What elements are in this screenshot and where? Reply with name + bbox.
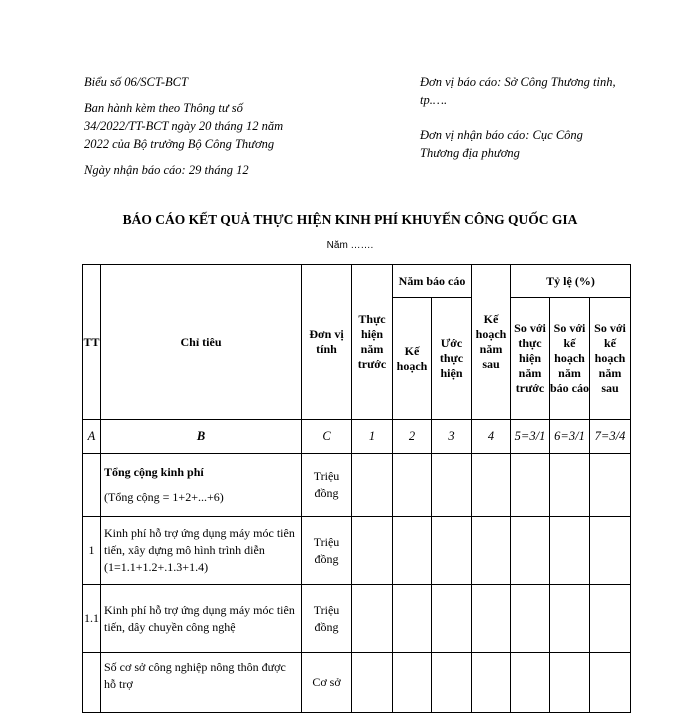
data-cell: [590, 517, 631, 585]
data-cell: [590, 653, 631, 713]
header-report-year: Năm báo cáo: [393, 265, 472, 298]
header-unit: Đơn vị tính: [302, 265, 352, 420]
data-cell: [511, 653, 550, 713]
data-cell: [352, 517, 393, 585]
row-unit: Cơ sở: [302, 653, 352, 713]
table-row: [83, 517, 631, 585]
data-cell: [590, 454, 631, 517]
data-cell: [550, 517, 590, 585]
table-row: [83, 653, 631, 713]
form-number: Biểu số 06/SCT-BCT: [84, 75, 188, 89]
data-cell: [550, 585, 590, 653]
data-cell: [393, 585, 432, 653]
data-cell: [393, 517, 432, 585]
code-cell: 6=3/1: [550, 420, 590, 454]
header-indicator: Chỉ tiêu: [101, 265, 302, 420]
header-next-plan: Kế hoạch năm sau: [472, 265, 511, 420]
header-vs-next: So với kế hoạch năm sau: [590, 298, 631, 420]
data-cell: [432, 517, 472, 585]
row-indicator: Kinh phí hỗ trợ ứng dụng máy móc tiên tiến, xây dựng mô hình trình diễn (1=1.1+1.2+.1.3+1.4): [101, 517, 302, 585]
header-right: [420, 73, 620, 170]
data-cell: [472, 653, 511, 713]
receive-date: Ngày nhận báo cáo: 29 tháng 12: [84, 163, 249, 177]
code-cell: 1: [352, 420, 393, 454]
row-indicator: Kinh phí hỗ trợ ứng dụng máy móc tiên tiến, dây chuyền công nghệ: [101, 585, 302, 653]
data-cell: [393, 653, 432, 713]
header-vs-plan: So với kế hoạch năm báo cáo: [550, 298, 590, 420]
data-cell: [550, 653, 590, 713]
row-tt: [83, 653, 101, 713]
reporting-unit: Đơn vị báo cáo: Sở Công Thương tỉnh, tp.….: [420, 75, 616, 107]
header-tt: TT: [83, 265, 101, 420]
row-unit: Triệu đồng: [302, 454, 352, 517]
header-plan: Kế hoạch: [393, 298, 432, 420]
code-cell: 5=3/1: [511, 420, 550, 454]
code-cell: 7=3/4: [590, 420, 631, 454]
data-cell: [352, 653, 393, 713]
row-unit: Triệu đồng: [302, 585, 352, 653]
header-vs-prev: So với thực hiện năm trước: [511, 298, 550, 420]
data-cell: [352, 454, 393, 517]
table-row: [83, 585, 631, 653]
row-indicator: Số cơ sở công nghiệp nông thôn được hỗ trợ: [101, 653, 302, 713]
data-cell: [511, 585, 550, 653]
code-cell: 3: [432, 420, 472, 454]
header-prev-actual: Thực hiện năm trước: [352, 265, 393, 420]
data-cell: [393, 454, 432, 517]
row-unit: Triệu đồng: [302, 517, 352, 585]
header-estimate: Ước thực hiện: [432, 298, 472, 420]
data-cell: [472, 517, 511, 585]
report-table: [82, 264, 631, 713]
code-cell: 2: [393, 420, 432, 454]
data-cell: [432, 454, 472, 517]
header-left: [84, 73, 299, 187]
data-cell: [432, 653, 472, 713]
receiving-unit: Đơn vị nhận báo cáo: Cục Công Thương địa phương: [420, 128, 583, 160]
data-cell: [432, 585, 472, 653]
row-indicator-note: (Tổng cộng = 1+2+...+6): [104, 490, 224, 504]
table-row: [83, 454, 631, 517]
report-year: Năm …….: [326, 240, 374, 251]
code-cell: C: [302, 420, 352, 454]
data-cell: [590, 585, 631, 653]
data-cell: [472, 454, 511, 517]
data-cell: [511, 517, 550, 585]
header-ratio: Tỷ lệ (%): [511, 265, 631, 298]
code-cell: B: [101, 420, 302, 454]
row-indicator: [101, 454, 302, 517]
issued-with-note: Ban hành kèm theo Thông tư số 34/2022/TT-BCT ngày 20 tháng 12 năm 2022 của Bộ trưởng Bộ Công Thương: [84, 101, 284, 151]
data-cell: [550, 454, 590, 517]
row-tt: [83, 454, 101, 517]
code-cell: A: [83, 420, 101, 454]
data-cell: [352, 585, 393, 653]
data-cell: [472, 585, 511, 653]
data-cell: [511, 454, 550, 517]
row-tt: 1.1: [83, 585, 101, 653]
row-indicator-title: Tổng cộng kinh phí: [104, 465, 204, 479]
column-code-row: [83, 420, 631, 454]
row-tt: 1: [83, 517, 101, 585]
report-title: BÁO CÁO KẾT QUẢ THỰC HIỆN KINH PHÍ KHUYẾN CÔNG QUỐC GIA: [122, 212, 578, 227]
code-cell: 4: [472, 420, 511, 454]
